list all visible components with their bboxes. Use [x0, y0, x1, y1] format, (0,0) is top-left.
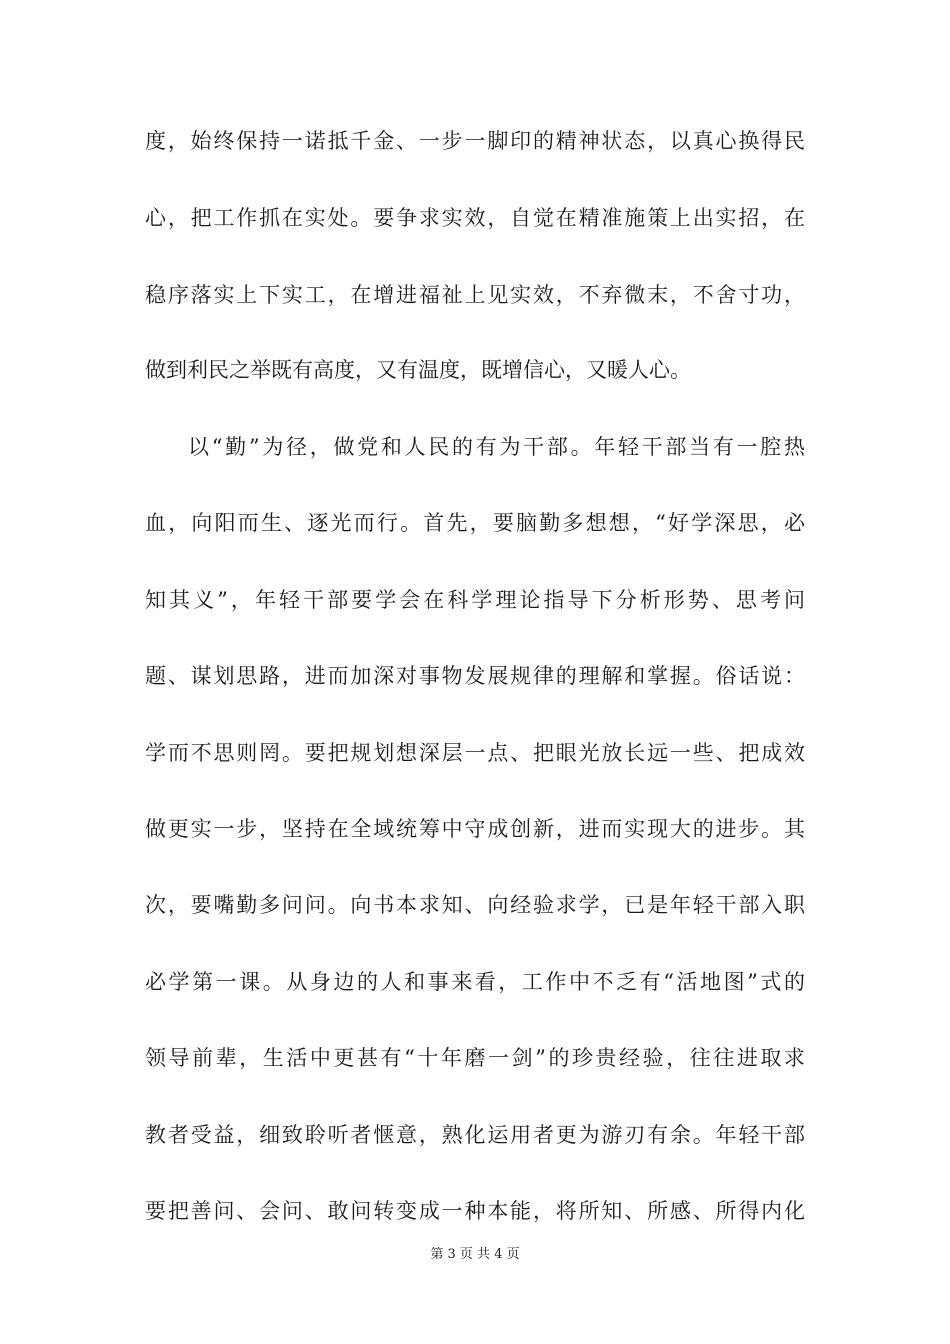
text-line: 要把善问、会问、敢问转变成一种本能，将所知、所感、所得内化 — [145, 1199, 805, 1223]
text-line: 必学第一课。从身边的人和事来看，工作中不乏有“活地图”式的 — [145, 970, 805, 994]
text-line: 次，要嘴勤多问问。向书本求知、向经验求学，已是年轻干部入职 — [145, 893, 805, 917]
text-line: 稳序落实上下实工，在增进福祉上见实效，不弃微末，不舍寸功， — [145, 283, 805, 307]
text-line: 血，向阳而生、逐光而行。首先，要脑勤多想想，“好学深思，必 — [145, 511, 805, 535]
text-line: 领导前辈，生活中更甚有“十年磨一剑”的珍贵经验，往往进取求 — [145, 1046, 805, 1070]
text-line: 做到利民之举既有高度，又有温度，既增信心，又暖人心。 — [145, 358, 691, 382]
text-line: 心，把工作抓在实处。要争求实效，自觉在精准施策上出实招，在 — [145, 206, 805, 230]
text-line: 题、谋划思路，进而加深对事物发展规律的理解和掌握。俗话说： — [145, 664, 805, 688]
text-line: 以“勤”为径，做党和人民的有为干部。年轻干部当有一腔热 — [188, 435, 805, 459]
text-line: 度，始终保持一诺抵千金、一步一脚印的精神状态，以真心换得民 — [145, 129, 805, 153]
text-line: 做更实一步，坚持在全域统筹中守成创新，进而实现大的进步。其 — [145, 817, 805, 841]
text-line: 教者受益，细致聆听者惬意，熟化运用者更为游刃有余。年轻干部 — [145, 1123, 805, 1147]
text-line: 知其义”，年轻干部要学会在科学理论指导下分析形势、思考问 — [145, 588, 805, 612]
text-line: 学而不思则罔。要把规划想深层一点、把眼光放长远一些、把成效 — [145, 741, 805, 765]
page-number-footer: 第 3 页 共 4 页 — [430, 1247, 520, 1262]
